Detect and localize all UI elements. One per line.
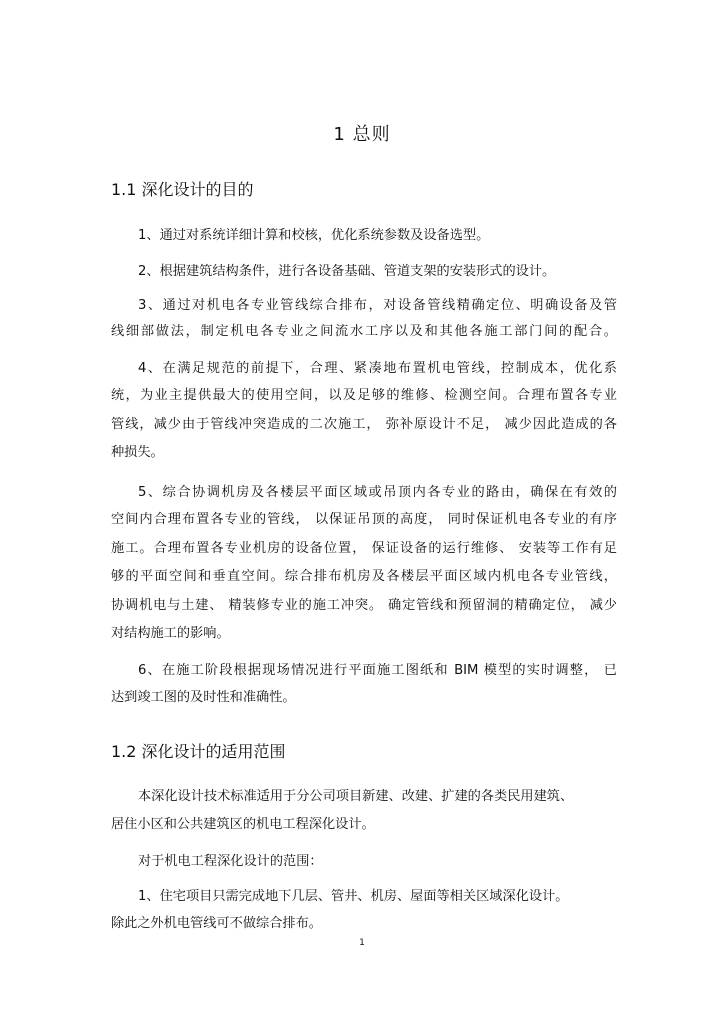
paragraph-item-5-line-1: 5、综合协调机房及各楼层平面区域或吊顶内各专业的路由，确保在有效的 xyxy=(138,485,617,500)
paragraph-item-5-line-3: 施工。合理布置各专业机房的设备位置， 保证设备的运行维修、 安装等工作有足 xyxy=(111,541,617,556)
paragraph-item-3-line-2: 线细部做法，制定机电各专业之间流水工序以及和其他各施工部门间的配合。 xyxy=(111,324,617,339)
paragraph-scope-item-1-line-1: 1、住宅项目只需完成地下几层、管井、机房、屋面等相关区域深化设计。 xyxy=(138,889,569,904)
chapter-title: 1 总则 xyxy=(333,124,391,145)
page-number: 1 xyxy=(359,938,365,948)
paragraph-item-5-line-6: 对结构施工的影响。 xyxy=(111,626,230,641)
paragraph-item-4-line-1: 4、在满足规范的前提下，合理、紧凑地布置机电管线，控制成本，优化系 xyxy=(138,361,617,376)
paragraph-item-4-line-4: 种损失。 xyxy=(111,445,164,460)
paragraph-item-5-line-5: 协调机电与土建、 精装修专业的施工冲突。 确定管线和预留洞的精确定位， 减少 xyxy=(111,598,617,613)
paragraph-item-1: 1、通过对系统详细计算和校核，优化系统参数及设备选型。 xyxy=(138,228,490,243)
paragraph-item-5-line-4: 够的平面空间和垂直空间。综合排布机房及各楼层平面区域内机电各专业管线， xyxy=(111,569,617,584)
paragraph-scope-item-1-line-2: 除此之外机电管线可不做综合排布。 xyxy=(111,916,322,931)
paragraph-item-4-line-3: 管线，减少由于管线冲突造成的二次施工， 弥补原设计不足， 减少因此造成的各 xyxy=(111,417,617,432)
paragraph-item-2: 2、根据建筑结构条件，进行各设备基础、管道支架的安装形式的设计。 xyxy=(138,264,556,279)
paragraph-scope-line-1: 本深化设计技术标准适用于分公司项目新建、改建、扩建的各类民用建筑、 xyxy=(138,789,574,804)
paragraph-item-6-line-2: 达到竣工图的及时性和准确性。 xyxy=(111,690,296,705)
paragraph-item-4-line-2: 统，为业主提供最大的使用空间，以及足够的维修、检测空间。合理布置各专业 xyxy=(111,388,617,403)
section-heading-1-2: 1.2 深化设计的适用范围 xyxy=(111,742,286,761)
paragraph-item-3-line-1: 3、通过对机电各专业管线综合排布，对设备管线精确定位、明确设备及管 xyxy=(138,298,617,313)
section-heading-1-1: 1.1 深化设计的目的 xyxy=(111,180,254,199)
paragraph-item-6-line-1: 6、在施工阶段根据现场情况进行平面施工图纸和 BIM 模型的实时调整， 已 xyxy=(138,663,617,678)
paragraph-scope-intro: 对于机电工程深化设计的范围： xyxy=(138,854,323,869)
paragraph-item-5-line-2: 空间内合理布置各专业的管线， 以保证吊顶的高度， 同时保证机电各专业的有序 xyxy=(111,512,617,527)
paragraph-scope-line-2: 居住小区和公共建筑区的机电工程深化设计。 xyxy=(111,817,375,832)
